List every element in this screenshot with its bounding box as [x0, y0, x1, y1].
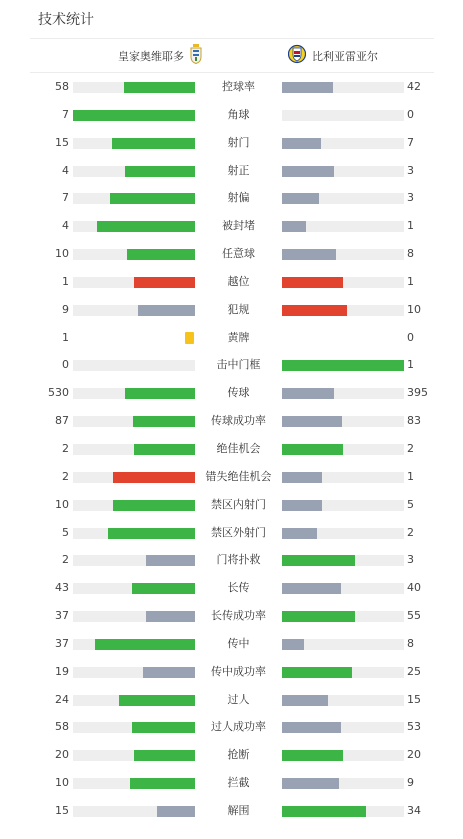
away-stat-bar-fill	[282, 166, 334, 177]
away-stat-bar-fill	[282, 583, 341, 594]
stat-label: 传中成功率	[211, 664, 266, 678]
stat-row	[0, 212, 463, 240]
home-stat-bar-fill	[113, 472, 195, 483]
away-stat-value: 1	[407, 469, 414, 483]
home-stat-value: 58	[55, 80, 69, 93]
away-stat-value: 2	[407, 441, 414, 455]
home-stat-bar-fill	[132, 722, 195, 733]
stat-row	[0, 157, 463, 185]
home-stat-value: 15	[55, 135, 69, 149]
home-stat-bar-fill	[113, 500, 195, 511]
home-stat-bar-fill	[125, 166, 195, 177]
home-stat-value: 43	[55, 581, 69, 595]
home-stat-bar-fill	[110, 193, 195, 204]
away-stat-value: 0	[407, 107, 414, 121]
away-stat-value: 395	[407, 386, 428, 400]
home-stat-value: 24	[55, 692, 69, 706]
stat-label: 绝佳机会	[216, 441, 261, 455]
away-stat-bar-fill	[282, 416, 342, 427]
away-stat-bar	[282, 166, 404, 177]
away-team-name: 比利亚雷亚尔	[312, 49, 378, 63]
home-stat-bar	[73, 500, 195, 511]
stat-row	[0, 240, 463, 268]
stat-label: 门将扑救	[216, 553, 261, 567]
away-stat-bar	[282, 416, 404, 427]
away-stat-bar	[282, 110, 404, 121]
away-stat-bar-fill	[282, 722, 341, 733]
stat-row	[0, 73, 463, 101]
home-stat-value: 10	[55, 497, 69, 511]
home-stat-bar-fill	[146, 555, 195, 566]
away-stat-bar-fill	[282, 221, 306, 232]
away-stat-value: 53	[407, 720, 421, 734]
home-stat-value: 20	[55, 748, 69, 762]
home-stat-bar-fill	[124, 82, 195, 93]
away-stat-value: 1	[407, 274, 414, 288]
away-stat-bar	[282, 360, 404, 371]
home-stat-value: 15	[55, 803, 69, 817]
away-stat-value: 7	[407, 135, 414, 149]
stat-label: 射偏	[227, 191, 250, 205]
stat-label: 长传	[227, 581, 250, 595]
stat-label: 禁区外射门	[211, 525, 266, 539]
away-stat-value: 3	[407, 163, 414, 177]
away-stat-value: 40	[407, 581, 421, 595]
away-stat-bar-fill	[282, 667, 352, 678]
away-stat-bar-fill	[282, 639, 304, 650]
away-stat-value: 20	[407, 748, 421, 762]
stat-label: 传球	[227, 386, 250, 400]
stat-row	[0, 296, 463, 324]
stat-row	[0, 519, 463, 547]
away-stat-bar-fill	[282, 277, 343, 288]
home-stat-bar	[73, 138, 195, 149]
away-stat-bar	[282, 277, 404, 288]
home-team-name: 皇家奥维耶多	[118, 49, 184, 63]
away-stat-bar-fill	[282, 611, 355, 622]
home-stat-bar-fill	[134, 750, 195, 761]
stat-row	[0, 435, 463, 463]
home-stat-bar	[73, 444, 195, 455]
away-stat-value: 0	[407, 330, 414, 344]
away-stat-value: 8	[407, 636, 414, 650]
away-stat-value: 2	[407, 525, 414, 539]
home-stat-value: 10	[55, 247, 69, 261]
stat-label: 黄牌	[227, 330, 250, 344]
away-stat-bar	[282, 528, 404, 539]
away-stat-bar	[282, 695, 404, 706]
home-stat-value: 4	[62, 163, 69, 177]
away-stat-value: 1	[407, 219, 414, 233]
stat-row	[0, 129, 463, 157]
stat-label: 被封堵	[222, 219, 255, 233]
home-stat-value: 7	[62, 107, 69, 121]
home-stat-bar	[73, 528, 195, 539]
away-stat-bar	[282, 778, 404, 789]
away-stat-bar	[282, 221, 404, 232]
stat-row	[0, 686, 463, 714]
home-stat-bar	[73, 611, 195, 622]
home-stat-bar-fill	[127, 249, 195, 260]
stat-row	[0, 351, 463, 379]
stat-row	[0, 407, 463, 435]
stat-label: 传中	[227, 636, 250, 650]
away-stat-bar	[282, 639, 404, 650]
away-stat-bar	[282, 138, 404, 149]
home-stat-bar	[73, 277, 195, 288]
away-stat-value: 1	[407, 358, 414, 372]
away-stat-value: 10	[407, 302, 421, 316]
home-stat-value: 5	[62, 525, 69, 539]
home-stat-bar	[73, 722, 195, 733]
home-stat-value: 2	[62, 553, 69, 567]
stat-row	[0, 602, 463, 630]
home-stat-bar-fill	[132, 583, 195, 594]
away-stat-bar	[282, 611, 404, 622]
away-stat-bar	[282, 583, 404, 594]
home-stat-value: 4	[62, 219, 69, 233]
stat-row	[0, 491, 463, 519]
away-stat-bar-fill	[282, 138, 321, 149]
home-stat-bar	[73, 416, 195, 427]
home-stat-value: 58	[55, 720, 69, 734]
stat-label: 任意球	[222, 247, 255, 261]
stat-label: 过人	[227, 692, 250, 706]
away-stat-bar-fill	[282, 249, 336, 260]
stat-label: 控球率	[222, 80, 255, 93]
home-stat-bar	[73, 82, 195, 93]
stat-label: 越位	[227, 274, 250, 288]
away-stat-bar	[282, 722, 404, 733]
home-stat-bar	[73, 806, 195, 817]
home-stat-bar	[73, 360, 195, 371]
home-stat-bar	[73, 110, 195, 121]
stat-label: 射正	[227, 163, 250, 177]
away-stat-bar-fill	[282, 555, 355, 566]
home-stat-bar-fill	[125, 388, 195, 399]
stat-row	[0, 546, 463, 574]
home-stat-value: 10	[55, 776, 69, 790]
away-stat-bar	[282, 500, 404, 511]
away-stat-bar	[282, 388, 404, 399]
stat-row	[0, 741, 463, 769]
home-stat-bar-fill	[143, 667, 195, 678]
away-stat-bar-fill	[282, 528, 317, 539]
away-stat-bar-fill	[282, 500, 322, 511]
home-stat-bar-fill	[119, 695, 195, 706]
home-stat-value: 9	[62, 302, 69, 316]
home-stat-value: 37	[55, 636, 69, 650]
home-stat-bar	[73, 472, 195, 483]
home-team[interactable]	[118, 39, 202, 72]
away-stat-value: 3	[407, 553, 414, 567]
page-title: 技术统计	[38, 12, 94, 28]
away-stat-bar-fill	[282, 778, 339, 789]
away-stat-value: 9	[407, 776, 414, 790]
home-stat-bar	[73, 166, 195, 177]
away-stat-bar-fill	[282, 806, 366, 817]
stat-row	[0, 658, 463, 686]
stat-row	[0, 101, 463, 129]
home-stat-bar	[73, 388, 195, 399]
teams-header	[30, 38, 434, 73]
home-stat-bar	[73, 249, 195, 260]
home-stat-bar	[73, 583, 195, 594]
stat-label: 击中门框	[216, 358, 261, 372]
away-stat-bar	[282, 193, 404, 204]
stat-label: 长传成功率	[211, 609, 266, 623]
stat-label: 错失绝佳机会	[205, 469, 272, 483]
home-stat-value: 0	[62, 358, 69, 372]
away-stat-bar	[282, 305, 404, 316]
away-stat-bar-fill	[282, 193, 319, 204]
away-stat-value: 15	[407, 692, 421, 706]
away-stat-value: 83	[407, 414, 421, 428]
away-stat-bar	[282, 667, 404, 678]
away-stat-bar-fill	[282, 82, 333, 93]
away-stat-value: 8	[407, 247, 414, 261]
stat-row	[0, 324, 463, 352]
home-stat-bar-fill	[134, 277, 195, 288]
villarreal-crest-icon	[288, 44, 306, 67]
stat-label: 过人成功率	[211, 720, 266, 734]
home-stat-bar-fill	[108, 528, 195, 539]
away-stat-value: 34	[407, 803, 421, 817]
away-stat-bar	[282, 472, 404, 483]
stat-label: 解围	[227, 803, 250, 817]
away-stat-bar	[282, 82, 404, 93]
home-stat-bar	[73, 555, 195, 566]
away-stat-bar-fill	[282, 305, 347, 316]
home-stat-bar-fill	[146, 611, 195, 622]
stat-label: 角球	[227, 107, 250, 121]
home-stat-bar-fill	[130, 778, 195, 789]
home-stat-bar-fill	[134, 444, 195, 455]
home-stat-bar-fill	[112, 138, 195, 149]
home-stat-value: 87	[55, 414, 69, 428]
away-stat-value: 55	[407, 609, 421, 623]
home-stat-bar-fill	[157, 806, 195, 817]
stat-row	[0, 268, 463, 296]
away-stat-bar-fill	[282, 750, 343, 761]
real-oviedo-crest-icon	[190, 44, 202, 67]
stat-row	[0, 713, 463, 741]
home-stat-value: 2	[62, 469, 69, 483]
away-stat-value: 5	[407, 497, 414, 511]
home-stat-bar	[73, 778, 195, 789]
away-stat-bar	[282, 555, 404, 566]
yellow-card-icon	[185, 332, 194, 344]
away-stat-bar-fill	[282, 360, 404, 371]
home-stat-value: 1	[62, 274, 69, 288]
home-stat-bar	[73, 750, 195, 761]
home-stat-bar-fill	[73, 110, 195, 121]
home-stat-bar	[73, 305, 195, 316]
away-stat-bar-fill	[282, 388, 334, 399]
away-stat-bar-fill	[282, 695, 328, 706]
home-stat-bar-fill	[97, 221, 195, 232]
home-stat-bar	[73, 667, 195, 678]
stat-label: 射门	[227, 135, 250, 149]
stat-label: 禁区内射门	[211, 497, 266, 511]
away-team[interactable]	[288, 39, 378, 72]
home-stat-value: 2	[62, 441, 69, 455]
home-stat-bar-fill	[138, 305, 195, 316]
stat-row	[0, 769, 463, 797]
stat-label: 传球成功率	[211, 414, 266, 428]
home-stat-value: 37	[55, 609, 69, 623]
away-stat-value: 3	[407, 191, 414, 205]
home-stat-value: 7	[62, 191, 69, 205]
home-stat-bar	[73, 695, 195, 706]
stat-label: 犯规	[227, 302, 250, 316]
stat-row	[0, 630, 463, 658]
home-stat-bar	[73, 221, 195, 232]
away-stat-bar	[282, 444, 404, 455]
away-stat-value: 25	[407, 664, 421, 678]
away-stat-bar	[282, 249, 404, 260]
stat-row	[0, 184, 463, 212]
stat-row	[0, 574, 463, 602]
home-stat-bar	[73, 193, 195, 204]
stats-list	[0, 73, 463, 825]
stat-label: 拦截	[227, 776, 250, 790]
home-stat-value: 530	[48, 386, 69, 400]
stat-label: 抢断	[227, 748, 250, 762]
stat-row	[0, 797, 463, 825]
home-stat-bar-fill	[95, 639, 195, 650]
stat-row	[0, 463, 463, 491]
away-stat-value: 42	[407, 80, 421, 93]
away-stat-bar-fill	[282, 472, 322, 483]
away-stat-bar	[282, 750, 404, 761]
stat-row	[0, 379, 463, 407]
away-stat-bar-fill	[282, 444, 343, 455]
away-stat-bar	[282, 806, 404, 817]
home-stat-bar-fill	[133, 416, 195, 427]
home-stat-bar	[73, 639, 195, 650]
home-stat-value: 1	[62, 330, 69, 344]
home-stat-value: 19	[55, 664, 69, 678]
